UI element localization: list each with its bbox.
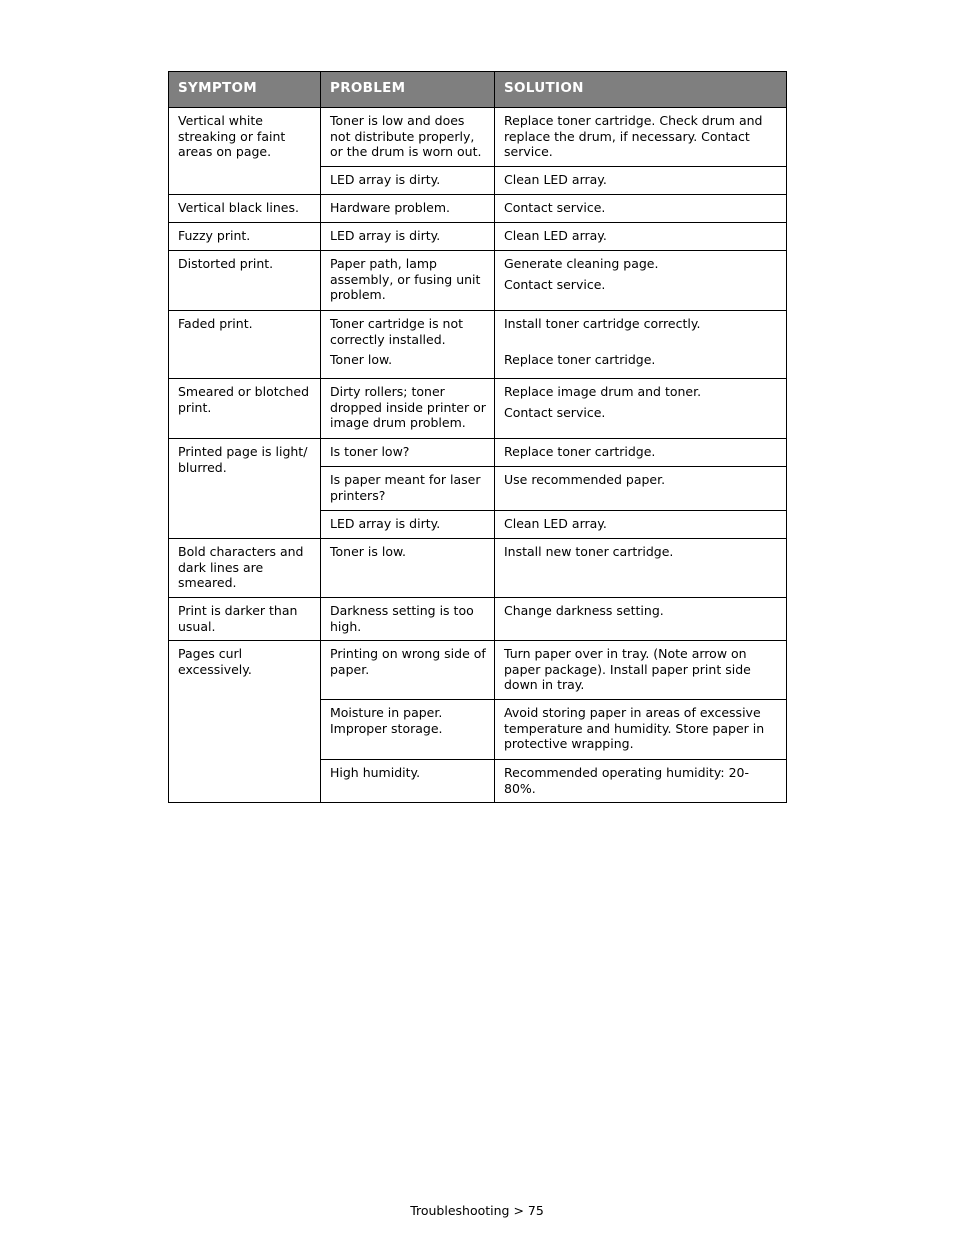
page-footer: Troubleshooting > 75 — [410, 1203, 544, 1218]
solution-cell: Contact service. — [495, 195, 787, 223]
table-row — [169, 251, 787, 311]
table-row — [169, 311, 787, 379]
problem-cell: Hardware problem. — [321, 195, 495, 223]
problem-cell — [321, 311, 495, 379]
problem-cell: LED array is dirty. — [321, 511, 495, 539]
solution-line: Replace toner cartridge. — [504, 351, 656, 367]
solution-cell — [495, 311, 787, 379]
problem-cell: LED array is dirty. — [321, 223, 495, 251]
problem-cell: Toner is low. — [321, 539, 495, 598]
table-row — [169, 641, 787, 700]
solution-cell: Clean LED array. — [495, 167, 787, 195]
table-row — [169, 439, 787, 467]
problem-cell: Printing on wrong side of paper. — [321, 641, 495, 700]
problem-cell: Toner is low and does not distribute properly, or the drum is worn out. — [321, 108, 495, 167]
solution-cell — [495, 251, 787, 311]
problem-cell: Is paper meant for laser printers? — [321, 467, 495, 511]
symptom-cell: Smeared or blotched print. — [169, 379, 321, 439]
problem-cell: Is toner low? — [321, 439, 495, 467]
problem-cell: High humidity. — [321, 760, 495, 803]
problem-line: Toner low. — [330, 352, 393, 367]
symptom-cell: Faded print. — [169, 311, 321, 379]
solution-cell: Clean LED array. — [495, 223, 787, 251]
solution-line: Replace image drum and toner. — [504, 384, 702, 399]
table-header — [169, 72, 787, 108]
table-row — [169, 598, 787, 641]
problem-line: Toner cartridge is not correctly installed. — [330, 316, 464, 347]
troubleshooting-table — [168, 71, 787, 803]
header-solution: SOLUTION — [495, 72, 787, 108]
symptom-cell: Print is darker than usual. — [169, 598, 321, 641]
solution-cell: Replace toner cartridge. Check drum and replace the drum, if necessary. Contact service. — [495, 108, 787, 167]
solution-line: Install toner cartridge correctly. — [504, 316, 701, 331]
problem-cell: Darkness setting is too high. — [321, 598, 495, 641]
solution-cell: Replace toner cartridge. — [495, 439, 787, 467]
header-symptom: SYMPTOM — [169, 72, 321, 108]
problem-cell: Dirty rollers; toner dropped inside printer or image drum problem. — [321, 379, 495, 439]
solution-cell: Recommended operating humidity: 20-80%. — [495, 760, 787, 803]
solution-cell: Turn paper over in tray. (Note arrow on paper package). Install paper print side down in tray. — [495, 641, 787, 700]
symptom-cell: Vertical black lines. — [169, 195, 321, 223]
symptom-cell: Distorted print. — [169, 251, 321, 311]
symptom-cell: Printed page is light/ blurred. — [169, 439, 321, 539]
symptom-cell: Vertical white streaking or faint areas on page. — [169, 108, 321, 195]
symptom-cell: Pages curl excessively. — [169, 641, 321, 803]
solution-line: Contact service. — [504, 404, 606, 420]
solution-cell: Change darkness setting. — [495, 598, 787, 641]
header-row — [169, 72, 787, 108]
table-body — [169, 108, 787, 803]
solution-cell: Use recommended paper. — [495, 467, 787, 511]
table-row — [169, 223, 787, 251]
solution-line: Contact service. — [504, 276, 606, 292]
table-row — [169, 195, 787, 223]
solution-line: Generate cleaning page. — [504, 256, 659, 271]
solution-cell: Clean LED array. — [495, 511, 787, 539]
problem-cell: Moisture in paper. Improper storage. — [321, 700, 495, 760]
header-problem: PROBLEM — [321, 72, 495, 108]
solution-cell — [495, 379, 787, 439]
table-row — [169, 108, 787, 167]
solution-cell: Avoid storing paper in areas of excessive temperature and humidity. Store paper in protective wrapping. — [495, 700, 787, 760]
symptom-cell: Fuzzy print. — [169, 223, 321, 251]
table-row — [169, 539, 787, 598]
symptom-cell: Bold characters and dark lines are smeared. — [169, 539, 321, 598]
table-row — [169, 379, 787, 439]
problem-cell: LED array is dirty. — [321, 167, 495, 195]
problem-cell: Paper path, lamp assembly, or fusing unit problem. — [321, 251, 495, 311]
solution-cell: Install new toner cartridge. — [495, 539, 787, 598]
